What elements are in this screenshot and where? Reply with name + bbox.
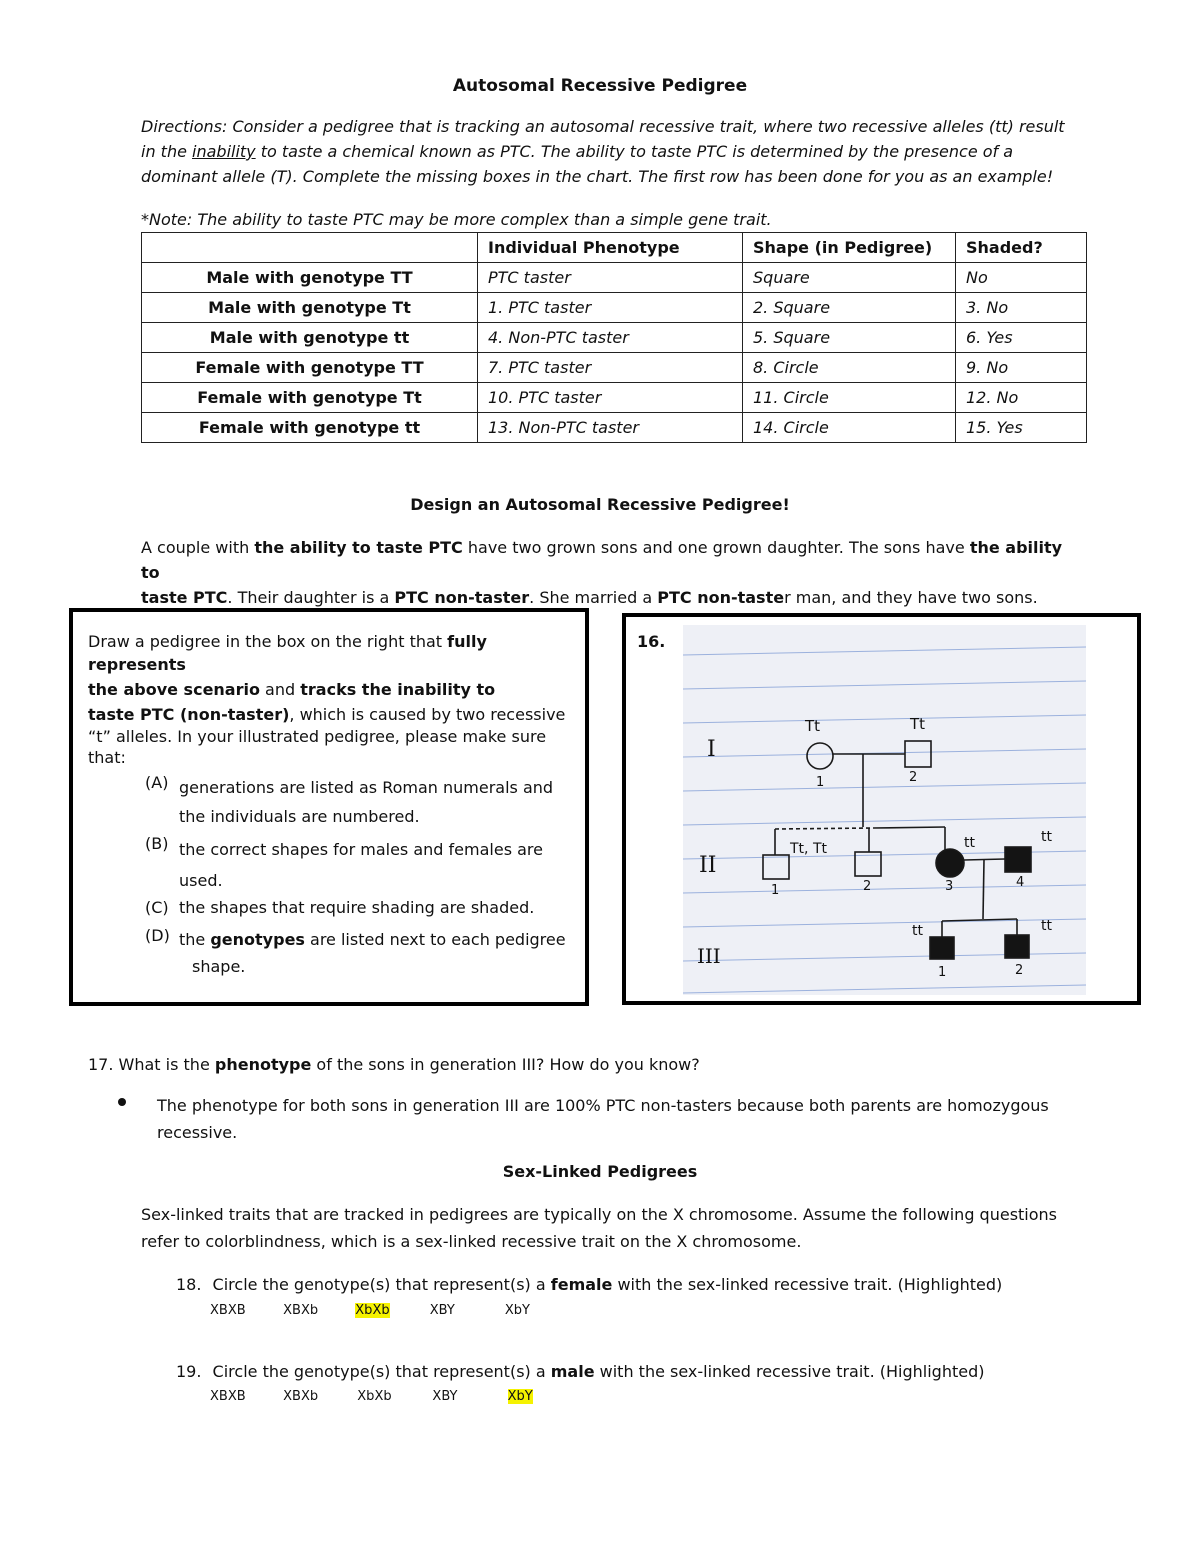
page-title: Autosomal Recessive Pedigree xyxy=(452,76,748,96)
q19-options xyxy=(210,1389,533,1404)
row-label: Male with genotype tt xyxy=(142,323,478,353)
item-bold: genotypes xyxy=(210,930,305,949)
table-row xyxy=(142,353,1087,383)
item-label-b: (B) xyxy=(145,834,169,853)
q17-question xyxy=(88,1052,700,1077)
q18-num: 18. xyxy=(176,1275,202,1294)
q18-text: Circle the genotype(s) that represent(s) a xyxy=(212,1275,551,1294)
individual-number: 2 xyxy=(909,770,918,785)
genotype-option[interactable]: XBXB xyxy=(210,1303,246,1318)
item-text: used. xyxy=(179,871,223,890)
genotype-option-highlighted[interactable]: XbXb xyxy=(355,1303,390,1318)
sex-linked-heading: Sex-Linked Pedigrees xyxy=(502,1162,698,1181)
item-text: the individuals are numbered. xyxy=(179,807,420,826)
ii1-square xyxy=(763,855,789,879)
genotype-option[interactable]: XBXb xyxy=(283,1389,319,1404)
directions-label: Directions: xyxy=(141,117,228,136)
item-text: the correct shapes for males and females are xyxy=(179,840,543,859)
item-a xyxy=(179,773,553,831)
genotype-option-highlighted[interactable]: XbY xyxy=(507,1389,533,1404)
table-row xyxy=(142,293,1087,323)
instr-text: and xyxy=(259,680,301,699)
inability-word: inability xyxy=(192,142,256,161)
table-cell: 12. No xyxy=(956,383,1087,413)
scenario-text: . Their daughter is a xyxy=(227,588,395,607)
gen-label-i: I xyxy=(707,737,716,762)
q19-text: Circle the genotype(s) that represent(s) a xyxy=(212,1362,551,1381)
table-row xyxy=(142,413,1087,443)
instr-bold: fully represents xyxy=(88,632,487,674)
row-label: Male with genotype Tt xyxy=(142,293,478,323)
individual-number: 4 xyxy=(1016,875,1025,890)
item-text: generations are listed as Roman numerals and xyxy=(179,778,554,797)
genotype-option[interactable]: XBY xyxy=(432,1389,458,1404)
item-d xyxy=(179,926,566,980)
table-cell: 4. Non-PTC taster xyxy=(478,323,743,353)
q18-bold: female xyxy=(550,1275,613,1294)
table-cell: 13. Non-PTC taster xyxy=(478,413,743,443)
ii4-square xyxy=(1005,847,1031,872)
item-label-a: (A) xyxy=(145,773,169,792)
genotype-option[interactable]: XbXb xyxy=(357,1389,392,1404)
gen-label-ii: II xyxy=(699,853,717,878)
genotype-label: Tt, Tt xyxy=(790,841,827,857)
scenario-text: A couple with xyxy=(141,538,255,557)
iii1-square xyxy=(930,937,954,959)
individual-number: 1 xyxy=(816,775,825,790)
item-label-d: (D) xyxy=(145,926,170,945)
individual-number: 3 xyxy=(945,879,954,894)
directions xyxy=(141,114,1081,189)
genotype-option[interactable]: XBXb xyxy=(283,1303,319,1318)
sex-intro-line: refer to colorblindness, which is a sex-linked recessive trait on the X chromosome. xyxy=(141,1232,802,1251)
gen-label-iii: III xyxy=(697,944,721,968)
table-cell: 1. PTC taster xyxy=(478,293,743,323)
genotype-label: tt xyxy=(1041,829,1052,845)
scenario xyxy=(141,535,1081,610)
genotype-label: tt xyxy=(912,923,923,939)
item-text: are listed next to each pedigree xyxy=(304,930,566,949)
note: *Note: The ability to taste PTC may be more complex than a simple gene trait. xyxy=(141,210,772,229)
pedigree-photo xyxy=(683,625,1086,995)
table-cell: 7. PTC taster xyxy=(478,353,743,383)
directions-line3: dominant allele (T). Complete the missing boxes in the chart. The first row has been done for you as an example! xyxy=(141,167,1054,186)
individual-number: 1 xyxy=(771,883,780,898)
item-text: shape. xyxy=(192,957,246,976)
ii3-circle xyxy=(936,849,964,877)
table-cell: 2. Square xyxy=(743,293,956,323)
genotype-label: Tt xyxy=(910,715,926,733)
design-heading: Design an Autosomal Recessive Pedigree! xyxy=(410,495,790,514)
header-cell: Individual Phenotype xyxy=(478,233,743,263)
row-label: Female with genotype TT xyxy=(142,353,478,383)
sex-intro-line: Sex-linked traits that are tracked in pedigrees are typically on the X chromosome. Assume the following questions xyxy=(141,1205,1058,1224)
q17-text: 17. What is the xyxy=(88,1055,215,1074)
directions-line2b: to taste a chemical known as PTC. The ability to taste PTC is determined by the presence of a xyxy=(255,142,1014,161)
scenario-text: . She married a xyxy=(529,588,658,607)
table-cell: 14. Circle xyxy=(743,413,956,443)
q19-bold: male xyxy=(550,1362,595,1381)
instr-text: Draw a pedigree in the box on the right that xyxy=(88,632,448,651)
q17-answer xyxy=(157,1092,1077,1146)
table-row xyxy=(142,263,1087,293)
table-cell: 10. PTC taster xyxy=(478,383,743,413)
phenotype-table xyxy=(141,232,1087,443)
genotype-label: Tt xyxy=(805,717,821,735)
q18-options xyxy=(210,1303,530,1318)
scenario-bold: PTC non-taster xyxy=(394,588,530,607)
table-cell: 11. Circle xyxy=(743,383,956,413)
item-label-c: (C) xyxy=(145,898,169,917)
scenario-bold: PTC non-taste xyxy=(657,588,785,607)
instr-text: that: xyxy=(88,748,126,767)
table-row xyxy=(142,323,1087,353)
table-cell: 8. Circle xyxy=(743,353,956,383)
table-cell: PTC taster xyxy=(478,263,743,293)
i1-circle xyxy=(807,743,833,769)
q19-question xyxy=(176,1359,984,1384)
item-text: the xyxy=(179,930,211,949)
instructions-text xyxy=(88,630,583,768)
row-label: Female with genotype tt xyxy=(142,413,478,443)
instr-text: “t” alleles. In your illustrated pedigree, please make sure xyxy=(88,727,547,746)
individual-number: 1 xyxy=(938,965,947,980)
lined-paper xyxy=(683,625,1086,995)
q19-text: with the sex-linked recessive trait. (Highlighted) xyxy=(594,1362,985,1381)
directions-line2a: in the xyxy=(141,142,193,161)
instr-text: , which is caused by two recessive xyxy=(289,705,566,724)
table-cell: 3. No xyxy=(956,293,1087,323)
header-cell: Shaded? xyxy=(956,233,1087,263)
q18-question xyxy=(176,1272,1002,1297)
q17-answer-line: The phenotype for both sons in generation III are 100% PTC non-tasters because both parents are homozygous xyxy=(157,1096,1049,1115)
q17-bold: phenotype xyxy=(214,1055,312,1074)
q18-text: with the sex-linked recessive trait. (Highlighted) xyxy=(612,1275,1003,1294)
row-label: Male with genotype TT xyxy=(142,263,478,293)
genotype-label: tt xyxy=(964,835,975,851)
table-cell: 15. Yes xyxy=(956,413,1087,443)
genotype-option[interactable]: XBXB xyxy=(210,1389,246,1404)
q17-text: of the sons in generation III? How do you know? xyxy=(311,1055,700,1074)
instr-bold: taste PTC (non-taster) xyxy=(88,705,290,724)
q16-label: 16. xyxy=(637,632,666,651)
instr-bold: the above scenario xyxy=(88,680,260,699)
table-row xyxy=(142,383,1087,413)
q19-num: 19. xyxy=(176,1362,202,1381)
scenario-text: r man, and they have two sons. xyxy=(784,588,1038,607)
individual-number: 2 xyxy=(1015,963,1024,978)
q17-answer-line: recessive. xyxy=(157,1123,238,1142)
i2-square xyxy=(905,741,931,767)
table-cell: Square xyxy=(743,263,956,293)
iii2-square xyxy=(1005,935,1029,958)
sex-linked-intro xyxy=(141,1201,1081,1255)
header-cell: Shape (in Pedigree) xyxy=(743,233,956,263)
scenario-bold: the ability to xyxy=(141,538,1063,582)
individual-number: 2 xyxy=(863,879,872,894)
table-header-row xyxy=(142,233,1087,263)
genotype-option[interactable]: XBY xyxy=(429,1303,455,1318)
item-b xyxy=(179,834,543,896)
genotype-option[interactable]: XbY xyxy=(504,1303,530,1318)
table-cell: No xyxy=(956,263,1087,293)
scenario-bold: taste PTC xyxy=(141,588,228,607)
genotype-label: tt xyxy=(1041,918,1052,934)
table-cell: 9. No xyxy=(956,353,1087,383)
table-cell: 5. Square xyxy=(743,323,956,353)
directions-line1: Consider a pedigree that is tracking an autosomal recessive trait, where two recessive alleles (tt) result xyxy=(227,117,1065,136)
row-label: Female with genotype Tt xyxy=(142,383,478,413)
bullet-icon xyxy=(118,1098,126,1106)
item-c: the shapes that require shading are shaded. xyxy=(179,898,535,917)
instr-bold: tracks the inability to xyxy=(300,680,496,699)
scenario-text: have two grown sons and one grown daughter. The sons have xyxy=(462,538,970,557)
table-cell: 6. Yes xyxy=(956,323,1087,353)
header-cell xyxy=(142,233,478,263)
scenario-bold: the ability to taste PTC xyxy=(254,538,463,557)
